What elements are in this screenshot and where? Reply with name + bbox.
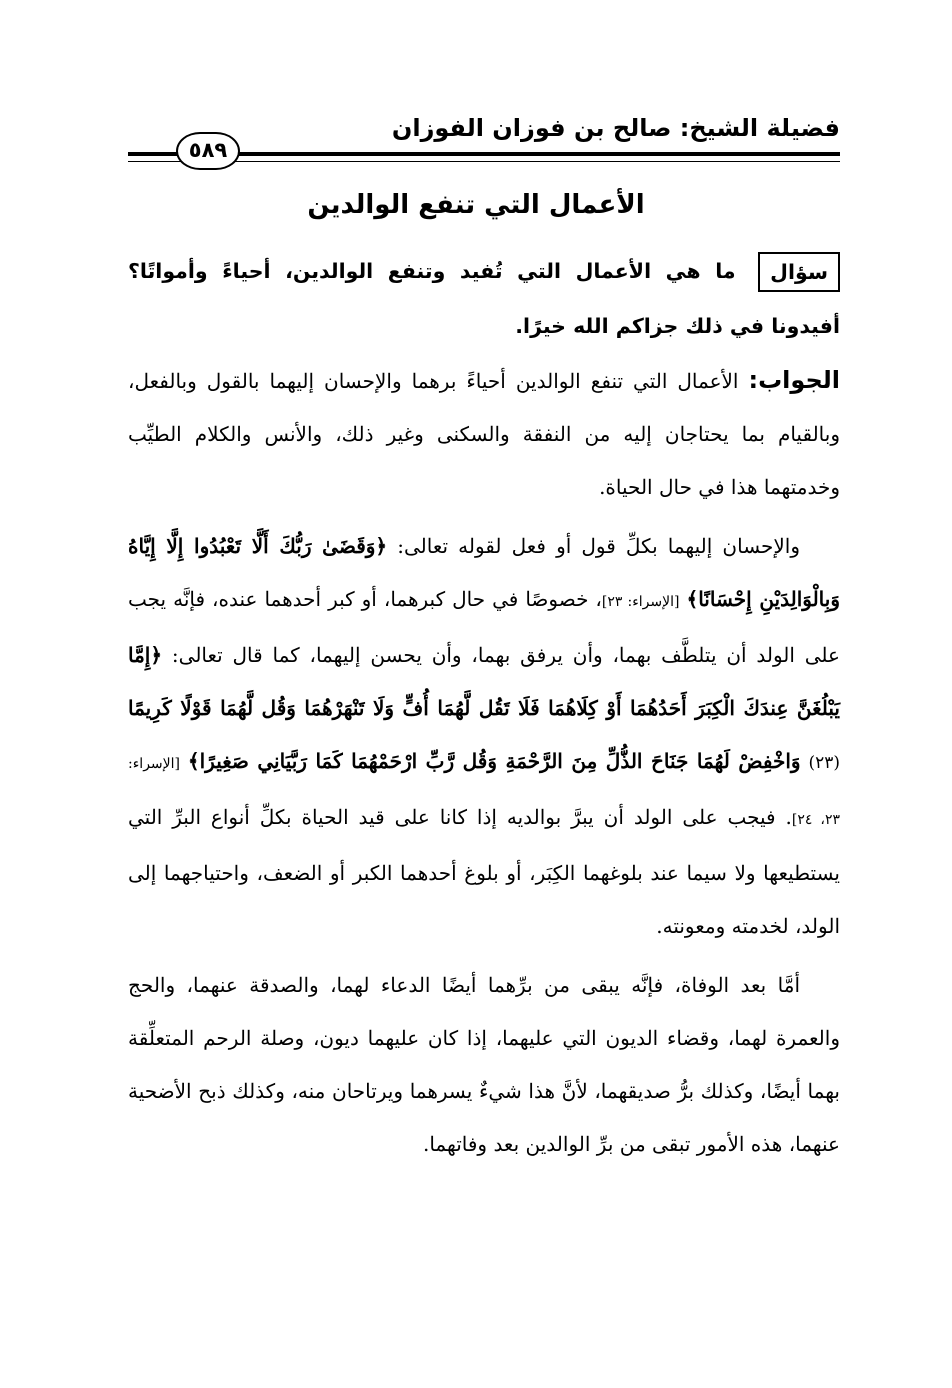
page-number: ٥٨٩ (176, 132, 240, 170)
answer-label: الجواب: (748, 366, 840, 394)
question-text: ما هي الأعمال التي تُفيد وتنفع الوالدين، أحياءً وأمواتًا؟ أفيدونا في ذلك جزاكم الله خيرًا. (128, 259, 840, 338)
running-header (128, 110, 840, 170)
answer-body (128, 354, 840, 1171)
paragraph-2-text-3: . فيجب على الولد أن يبرَّ بوالديه إذا كانا على قيد الحياة بكلِّ أنواع البرِّ التي يستطيعها ولا سيما عند بلوغهما الكِبَر، أو بلوغ أحدهما الكبر أو الضعف، واحتياجهما إلى الولد، لخدمته ومعونته. (128, 805, 840, 938)
quran-verse-2: ﴿إِمَّا يَبْلُغَنَّ عِندَكَ الْكِبَرَ أَحَدُهُمَا أَوْ كِلَاهُمَا فَلَا تَقُل لَّهُمَا أُفٍّ وَلَا تَنْهَرْهُمَا وَقُل لَّهُمَا قَوْلًا كَرِيمًا (128, 643, 840, 720)
paragraph-2-text-1: والإحسان إليهما بكلِّ قول أو فعل لقوله تعالى: (397, 534, 801, 558)
header-author: فضيلة الشيخ: صالح بن فوزان الفوزان (391, 114, 840, 142)
page-title: الأعمال التي تنفع الوالدين (307, 190, 645, 220)
verse-citation-2: [الإسراء: ٢٣، ٢٤] (128, 756, 841, 828)
question-block (128, 244, 840, 354)
quran-verse-3: وَاخْفِضْ لَهُمَا جَنَاحَ الذُّلِّ مِنَ الرَّحْمَةِ وَقُل رَّبِّ ارْحَمْهُمَا كَمَا رَبَّيَانِي صَغِيرًا﴾ (187, 749, 801, 773)
verse-number-marker: (٢٣) (808, 753, 841, 773)
answer-paragraph-3: أمَّا بعد الوفاة، فإنَّه يبقى من برِّهما أيضًا الدعاء لهما، والصدقة عنهما، والحج والعمرة لهما، وقضاء الديون التي عليهما، إذا كان عليهما ديون، وصلة الرحم المتعلِّقة بهما أيضًا، وكذلك برُّ صديقهما، لأنَّ هذا شيءٌ يسرهما ويرتاحان منه، وكذلك ذبح الأضحية عنهما، هذه الأمور تبقى من برِّ الوالدين بعد وفاتهما. (128, 973, 840, 1156)
answer-paragraph-1-text: الأعمال التي تنفع الوالدين أحياءً برهما والإحسان إليهما بالقول وبالفعل، وبالقيام بما يحتاجان إليه من النفقة والسكنى وغير ذلك، والأنس والكلام الطيِّب وخدمتهما هذا في حال الحياة. (128, 369, 840, 499)
answer-paragraph-1 (128, 354, 840, 514)
paragraph-2-text-2: ، خصوصًا في حال كبرهما، أو كبر أحدهما عنده، فإنَّه يجب على الولد أن يتلطَّف بهما، وأن يرفق بهما، وأن يحسن إليهما، كما قال تعالى: (128, 587, 840, 667)
question-label: سؤال (758, 252, 840, 292)
quran-verse-1: ﴿وَقَضَىٰ رَبُّكَ أَلَّا تَعْبُدُوا إِلَّا إِيَّاهُ وَبِالْوَالِدَيْنِ إِحْسَانًا﴾ (128, 534, 841, 611)
verse-citation-1: [الإسراء: ٢٣] (601, 594, 680, 610)
answer-paragraph-2 (128, 520, 840, 953)
